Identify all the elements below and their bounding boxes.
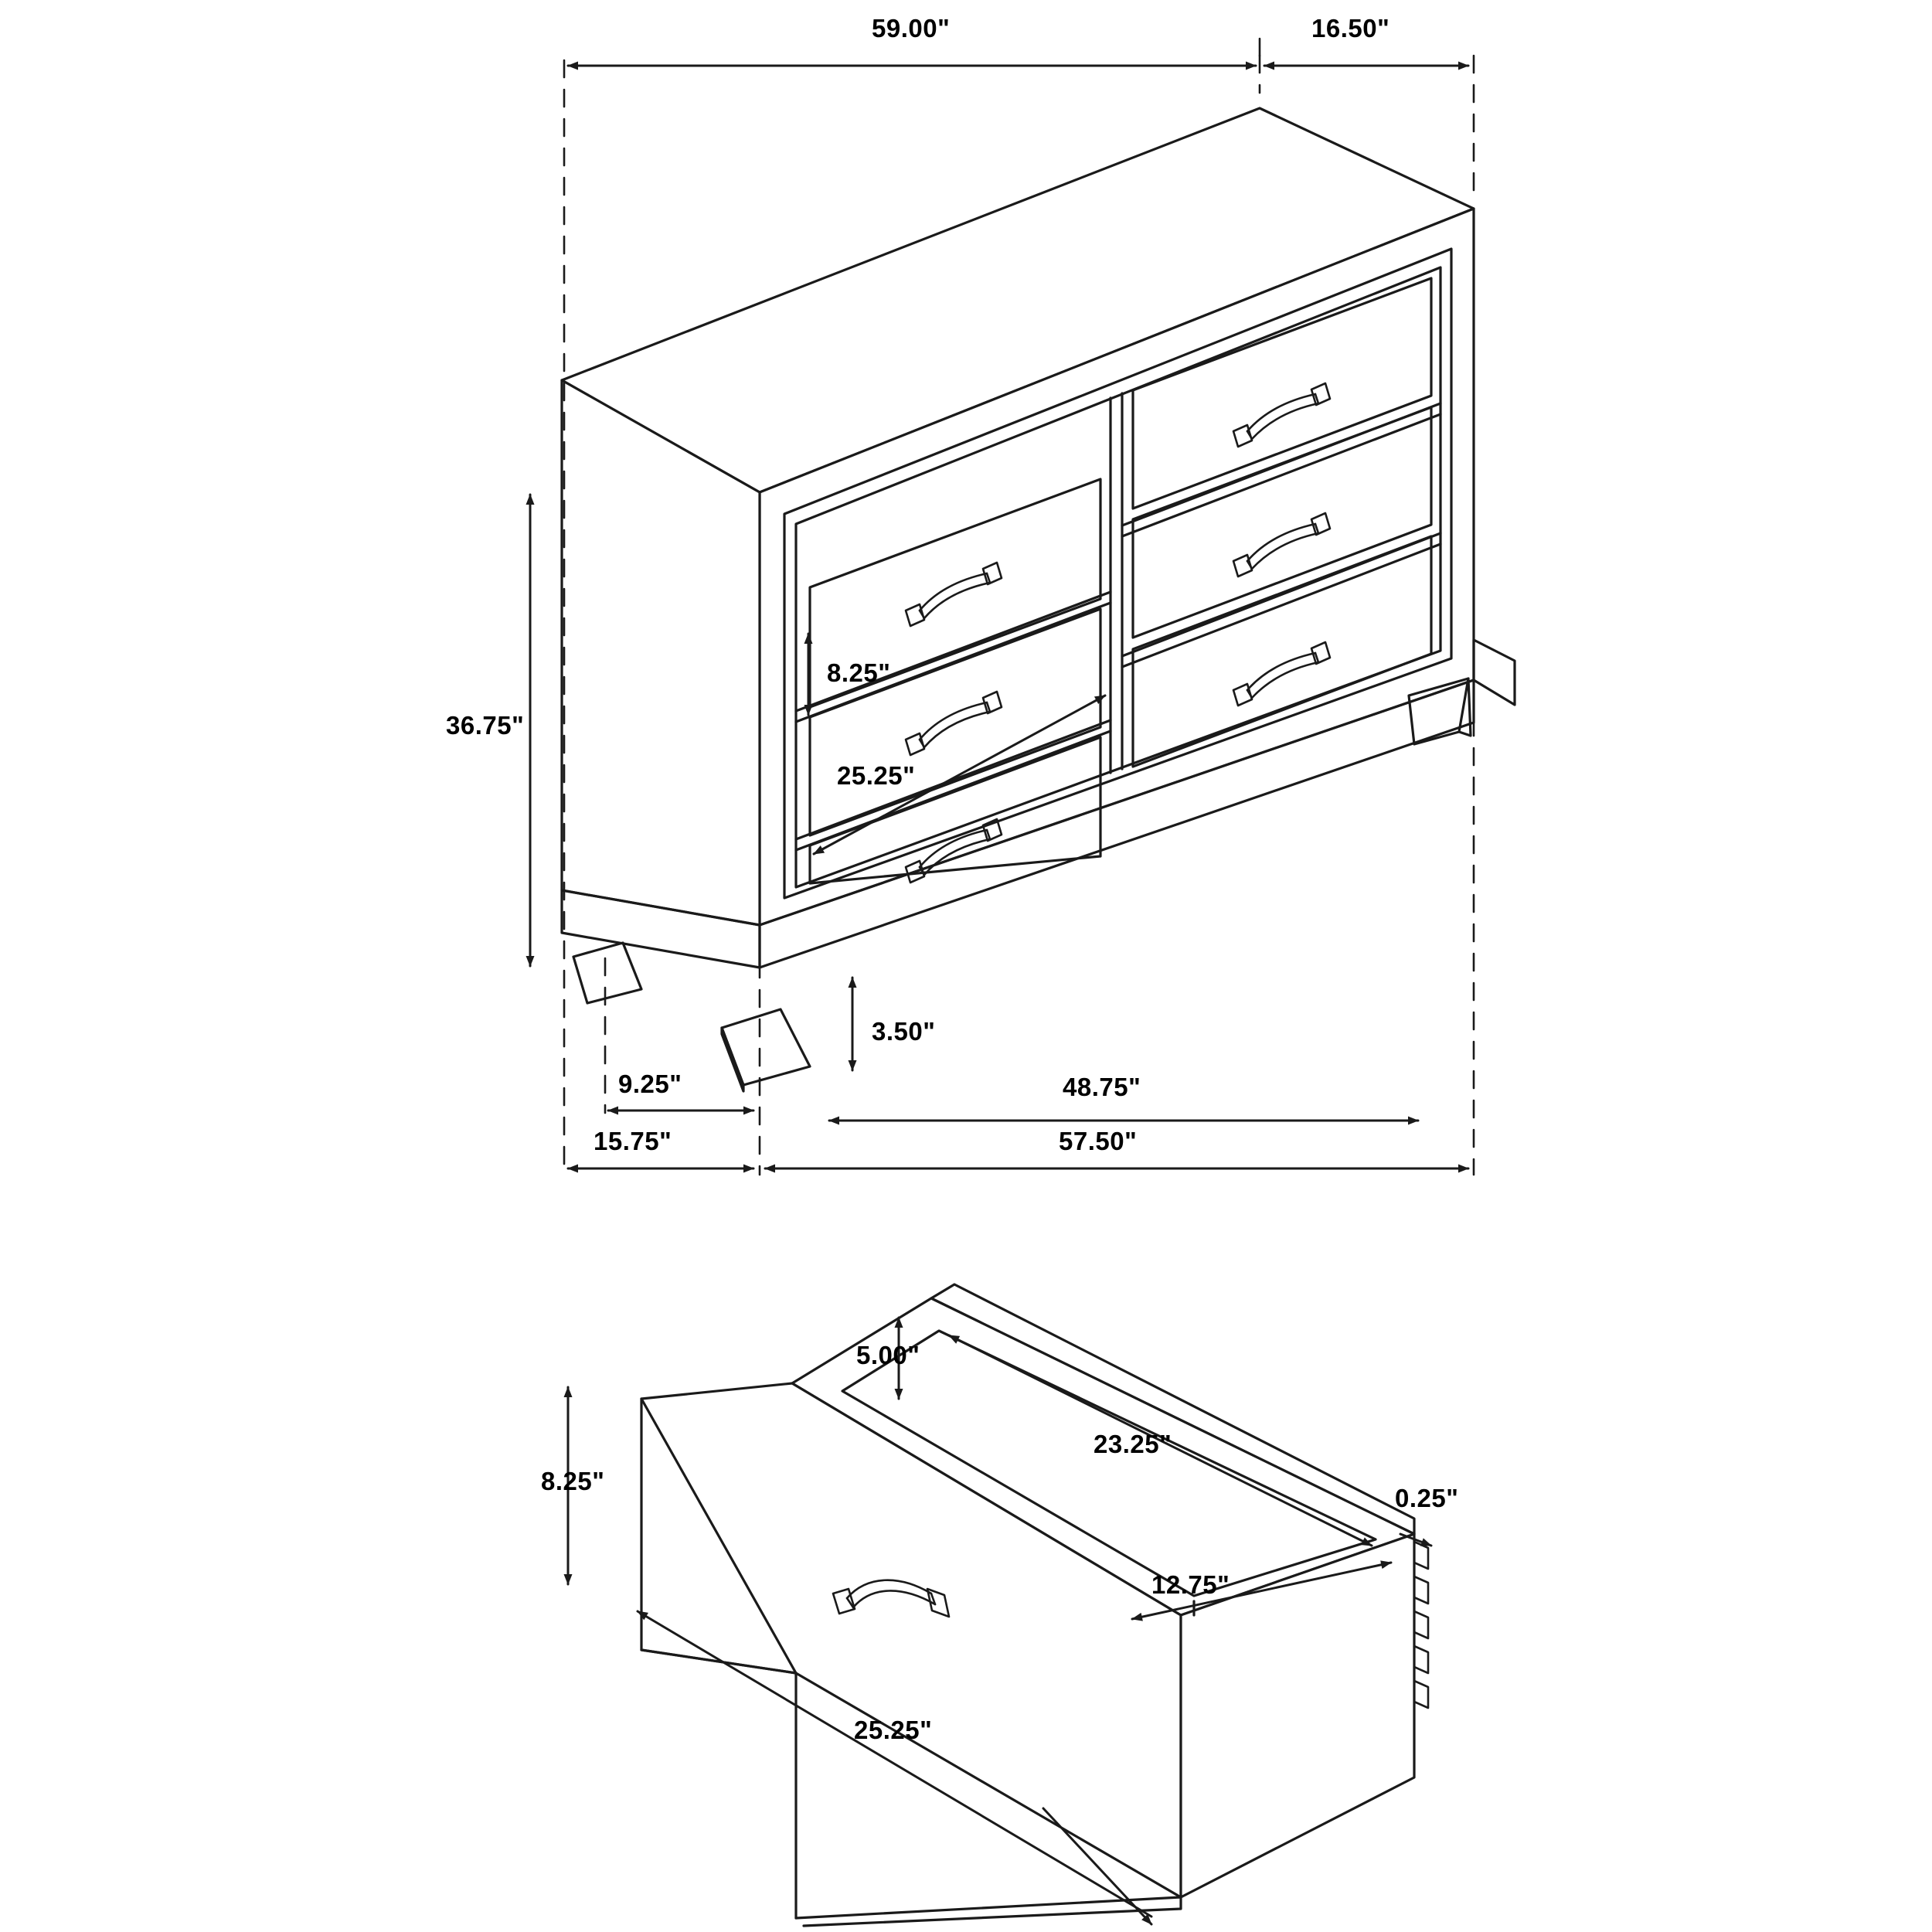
- dim-label-drawer-face-height: 8.25": [827, 658, 891, 687]
- dim-label-top-width: 59.00": [872, 14, 951, 43]
- dim-label-drawer-face-width: 25.25": [837, 761, 916, 790]
- dim-label-leg-height: 3.50": [872, 1017, 936, 1046]
- dim-label-drawer-interior-length: 23.25": [1094, 1430, 1172, 1458]
- drawer-dovetail-joints: [1414, 1542, 1428, 1708]
- dim-label-top-depth: 16.50": [1311, 14, 1390, 43]
- dim-label-drawer-interior-depth: 5.00": [856, 1341, 920, 1369]
- dresser-leg-back-left: [573, 943, 641, 1003]
- dresser-leg-front-left: [722, 1009, 810, 1091]
- dim-label-drawer-wall-thickness: 0.25": [1395, 1484, 1459, 1512]
- dim-label-drawer-interior-width: 12.75": [1151, 1570, 1230, 1599]
- drawer-detail-body: [641, 1284, 1414, 1926]
- dim-label-base-depth: 15.75": [594, 1127, 672, 1155]
- dim-label-drawer-width: 25.25": [854, 1716, 933, 1744]
- dim-label-case-inner-width: 48.75": [1063, 1073, 1141, 1101]
- dim-label-foot-offset: 9.25": [618, 1070, 682, 1098]
- dim-label-overall-height: 36.75": [446, 711, 525, 740]
- dim-label-drawer-height: 8.25": [541, 1467, 605, 1495]
- dim-label-case-width: 57.50": [1059, 1127, 1138, 1155]
